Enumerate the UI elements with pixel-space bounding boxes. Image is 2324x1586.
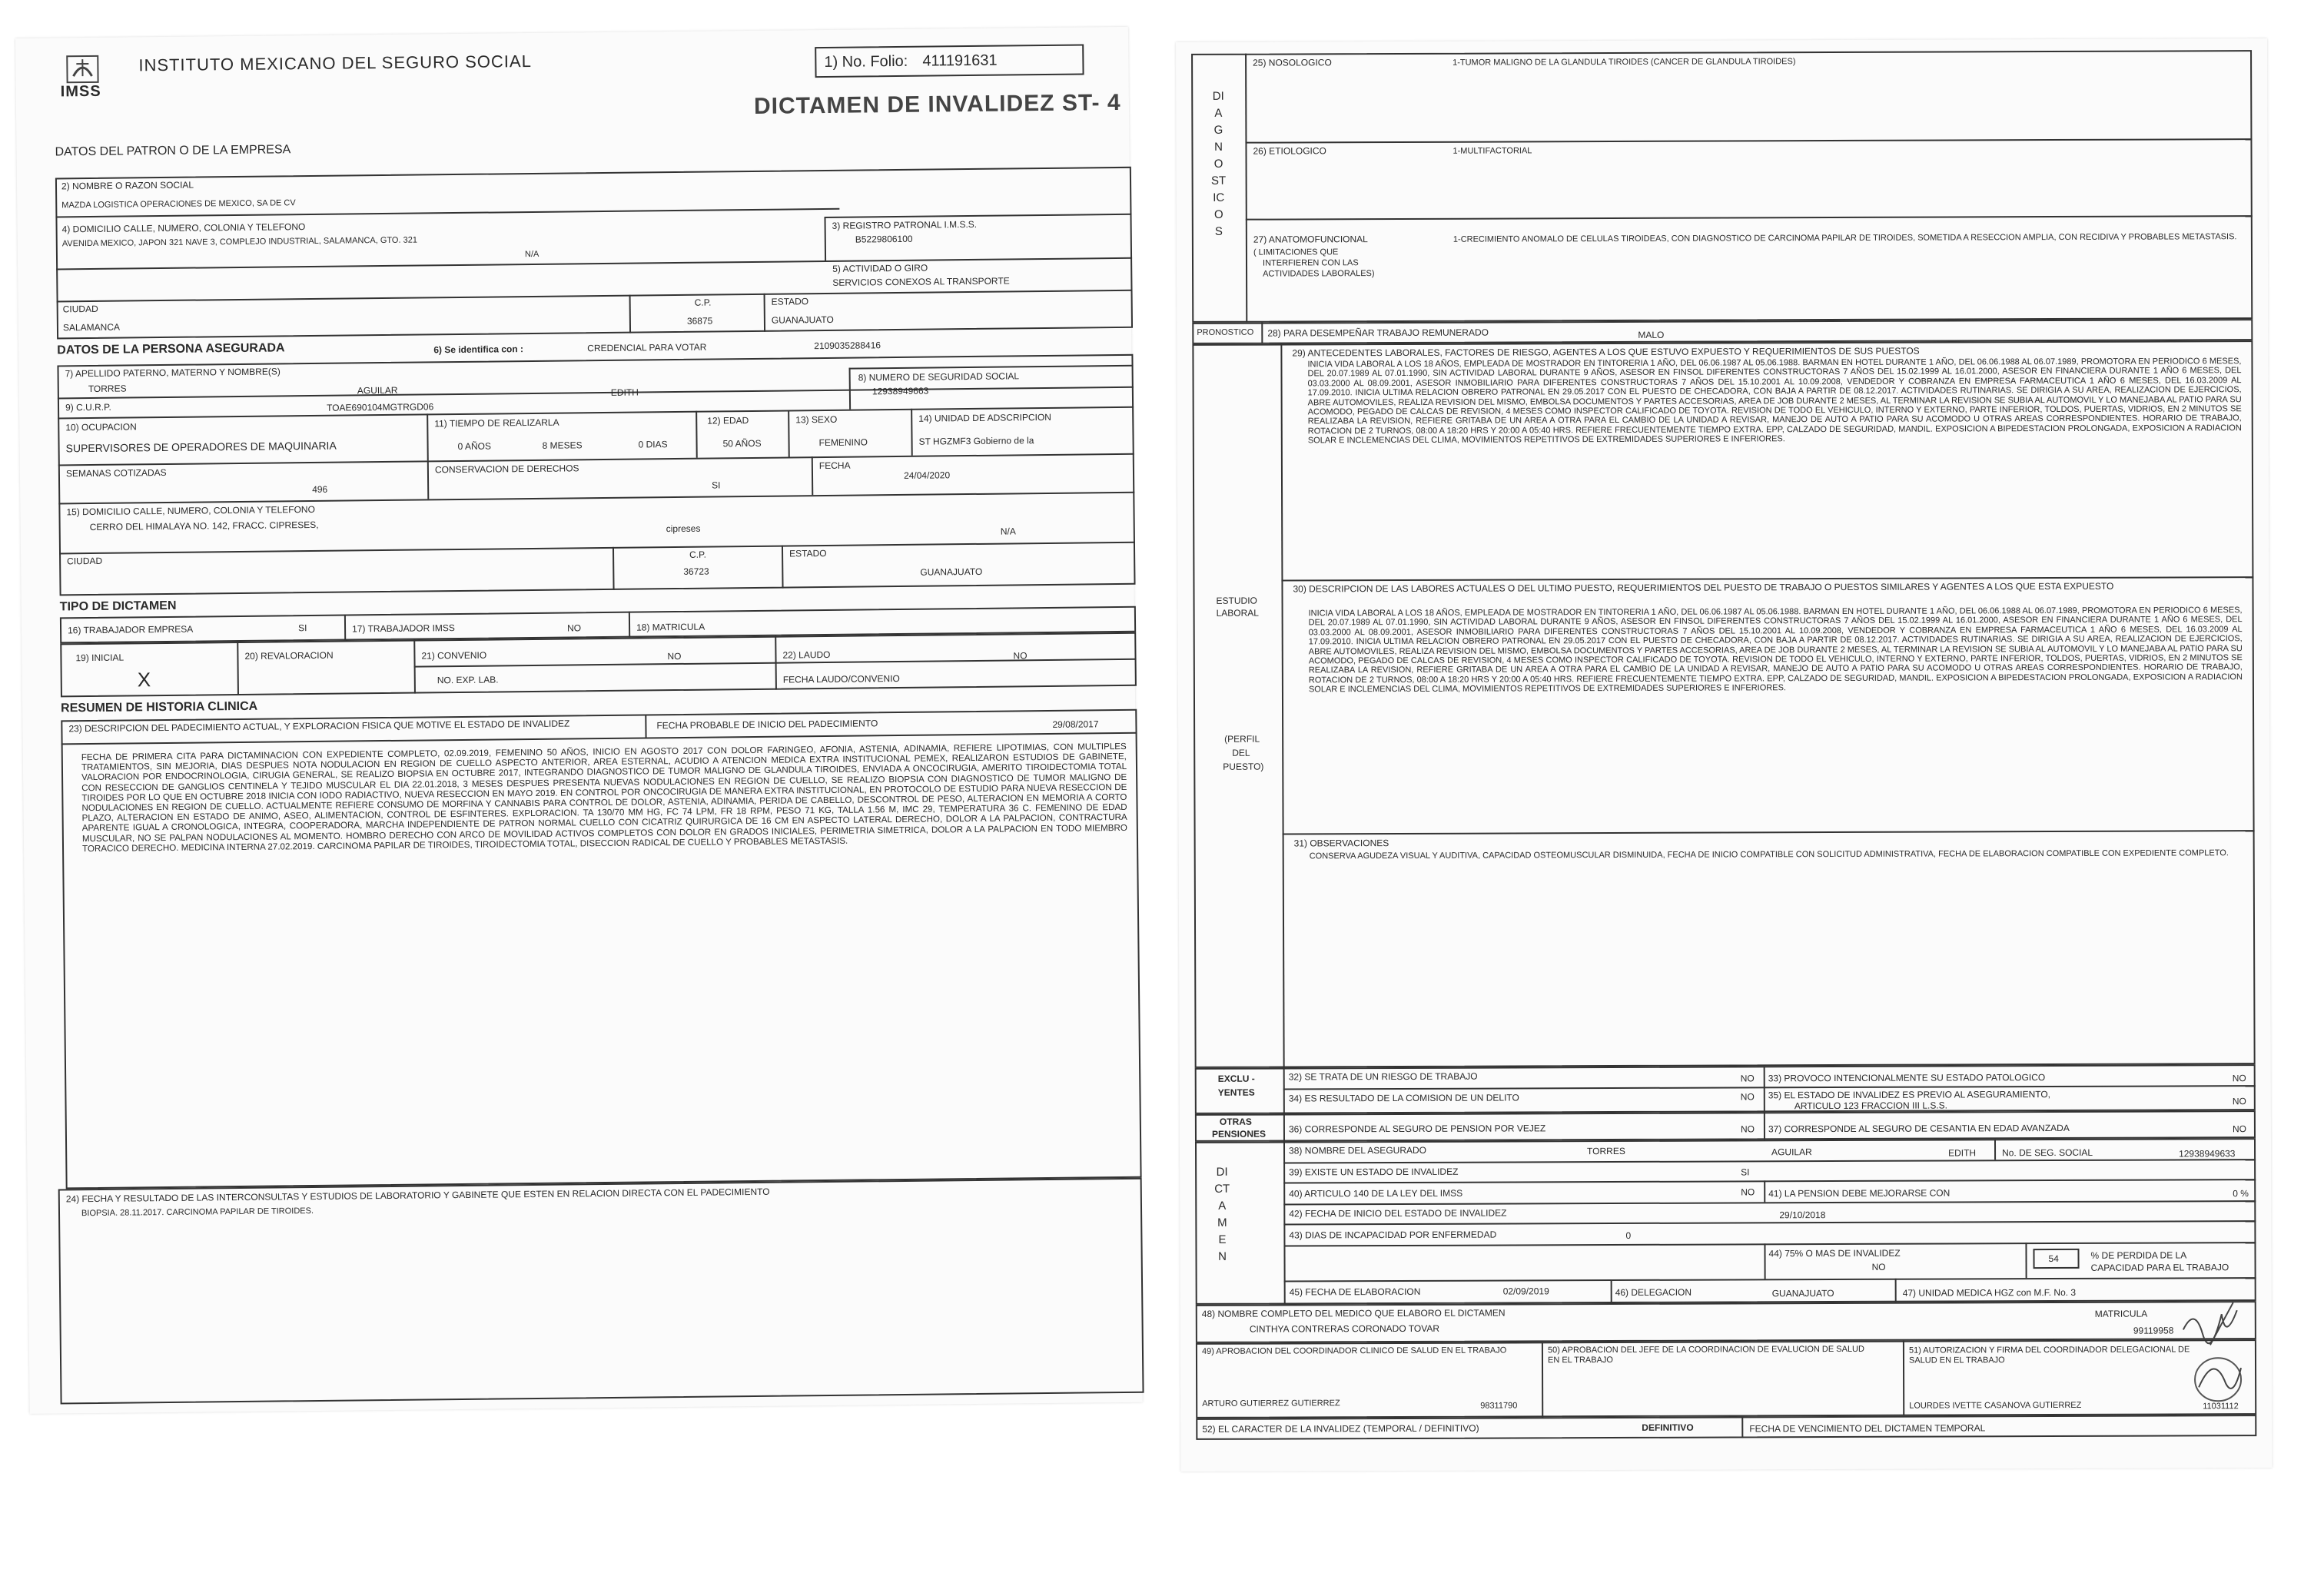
f10-label: 10) OCUPACION (65, 421, 137, 433)
pct-label1: % DE PERDIDA DE LA (2090, 1249, 2187, 1261)
f5-value: SERVICIOS CONEXOS AL TRANSPORTE (832, 275, 1010, 288)
f28-label: 28) PARA DESEMPEÑAR TRABAJO REMUNERADO (1267, 327, 1489, 339)
f44-label: 44) 75% O MAS DE INVALIDEZ (1768, 1247, 1901, 1259)
left-page (15, 27, 1143, 1414)
f7-label: 7) APELLIDO PATERNO, MATERNO Y NOMBRE(S) (65, 366, 281, 380)
fecha-label: FECHA (818, 460, 851, 472)
f50-label: 50) APROBACION DEL JEFE DE LA COORDINACION DE EVALUCION DE SALUD EN EL TRABAJO (1547, 1344, 1864, 1365)
f4-label: 4) DOMICILIO CALLE, NUMERO, COLONIA Y TELEFONO (61, 221, 306, 235)
f14-value: ST HGZMF3 Gobierno de la (918, 435, 1034, 447)
diagnosticos-box (1191, 50, 2253, 323)
f52-value: DEFINITIVO (1642, 1422, 1694, 1433)
f15-colonia: cipreses (666, 523, 701, 535)
f42-label: 42) FECHA DE INICIO DEL ESTADO DE INVALIDEZ (1289, 1207, 1507, 1219)
f20-label: 20) REVALORACION (244, 649, 334, 662)
estudio-side-label3: (PERFIL (1224, 733, 1260, 745)
logo-text: IMSS (60, 82, 101, 101)
dictamen-side-label: DICTAMEN (1214, 1165, 1230, 1263)
f10-value: SUPERVISORES DE OPERADORES DE MAQUINARIA (65, 439, 337, 455)
f36-value: NO (1740, 1123, 1755, 1135)
fecha-value: 24/04/2020 (903, 469, 951, 481)
f49-mat: 98311790 (1480, 1401, 1518, 1411)
f22-value: NO (1013, 650, 1028, 662)
f47-label: 47) UNIDAD MEDICA HGZ con M.F. No. 3 (1902, 1286, 2077, 1299)
folio-value: 411191631 (922, 51, 998, 70)
f14-label: 14) UNIDAD DE ADSCRIPCION (918, 411, 1052, 424)
f29-text: INICIA VIDA LABORAL A LOS 18 AÑOS, EMPLEADA DE MOSTRADOR EN TINTORERIA 1 AÑO, DEL 06.06.1987 AL 05.06.1988. BARMAN EN HOTEL DURANTE 1 AÑO, DEL 06.06.1988 AL 06.07.1989, PROMOTORA EN PERIODICO 6 MESES, DEL 20.07.1989 AL 07.01.1990, SIN ACTIVIDAD LABORAL DURANTE 9 AÑOS, ASESOR EN FINSOL DIFERENTES CONSTRUCTORAS 7 AÑOS DEL 15.02.1999 AL 16.01.2000, ASESOR EN FINANCIERA DURANTE 1 AÑO 6 MESES, DEL 03.03.2000 AL 08.09.2001, ASESOR INMOBILIARIO PARA DIFERENTES CONSTRUCTORAS 7 AÑOS DEL 15.10.2001 AL 10.09.2008, VENDEDOR Y COBRANZA EN EMPRESA FARMACEUTICA 1 AÑO 6 MESES, DEL 16.03.2009 AL 17.09.2010. INICIA ULTIMA RELACION OBRERO PATRONAL EN 29.05.2017 CON EL PUESTO DE CHECADORA, CON BAJA A PARTIR DE 08.12.2017. ACTIVIDADES RUTINARIAS. SE DIRIGIA A SU AREA, REALIZACION DE EJERCICIOS, ABRE AUTOMOVILES, REALIZA REVISION DEL MISMO, EMBOLSA DOCUMENTOS Y PARTES ACCESORIAS, AREA DE JOB DURANTE 2 MESES, AL TERMINAR LA REVISION SE SUBIA AL AUTOMOVIL Y LO MANEJABA AL PATIO PARA SU ACOMODO, PEGADO DE CALCAS DE REVISION, 4 MESES COMO INSPECTOR CALIFICADO DE TOYOTA. REVISION DE TODO EL VEHICULO, INTERNO Y EXTERNO, PARTE INFERIOR, TOLDOS, PUERTAS, VIDRIOS, EN 2 MINUTOS SE REALIZABA LA REVISION, REFIERE GRITABA DE UN AREA A OTRA PARA EL CAMBIO DE LA UNIDAD A REVISAR, MANEJO DE AUTO A PATIO PARA SU ACOMODO U OTRAS AREAS CORRESPONDIENTES. HORARIO DE TRABAJO, ROTACION DE 2 TURNOS, 08:00 A 18:20 HRS Y 20:00 A 05:40 HRS. REFIERE FRECUENTEMENTE TIEMPO EXTRA. EPP, CALZADO DE SEGURIDAD, MANDIL. EXPOSICION A BIPEDESTACION PROLONGADA, EXPOSICION A RADIACION SOLAR E INCLEMENCIAS DEL CLIMA, MOVIMIENTOS REPETITIVOS DE EXTREMIDADES SUPERIORES E INFERIORES. (1307, 357, 2242, 446)
dictamen-nombre: EDITH (1948, 1147, 1977, 1159)
f38-label: 38) NOMBRE DEL ASEGURADO (1289, 1144, 1426, 1156)
f40-label: 40) ARTICULO 140 DE LA LEY DEL IMSS (1289, 1187, 1463, 1199)
f27-sub1: ( LIMITACIONES QUE (1253, 247, 1339, 257)
asegurado-estado-value: GUANAJUATO (920, 566, 983, 578)
f3-value: B5229806100 (855, 233, 913, 245)
paterno-value: TORRES (88, 383, 127, 395)
materno-value: AGUILAR (357, 384, 398, 396)
f33-value: NO (2232, 1073, 2246, 1084)
f9-label: 9) C.U.R.P. (65, 401, 111, 413)
section-historia: RESUMEN DE HISTORIA CLINICA (61, 699, 258, 715)
excluyentes-side-label2: YENTES (1217, 1087, 1255, 1098)
f19-label: 19) INICIAL (75, 652, 124, 664)
f22-label: 22) LAUDO (782, 649, 831, 661)
f12-value: 50 AÑOS (722, 437, 762, 450)
excluyentes-side-label1: EXCLU - (1217, 1073, 1255, 1084)
dictamen-paterno: TORRES (1587, 1145, 1625, 1157)
f35-label: 35) EL ESTADO DE INVALIDEZ ES PREVIO AL ASEGURAMIENTO, (1768, 1089, 2051, 1101)
nss-label: No. DE SEG. SOCIAL (2002, 1146, 2093, 1159)
f25-value: 1-TUMOR MALIGNO DE LA GLANDULA TIROIDES (CANCER DE GLANDULA TIROIDES) (1452, 57, 1796, 68)
semanas-label: SEMANAS COTIZADAS (65, 466, 167, 479)
f46-label: 46) DELEGACION (1615, 1286, 1692, 1299)
patron-ciudad-value: SALAMANCA (62, 321, 121, 333)
f36-label: 36) CORRESPONDE AL SEGURO DE PENSION POR VEJEZ (1288, 1123, 1546, 1135)
f34-label: 34) ES RESULTADO DE LA COMISION DE UN DELITO (1288, 1092, 1519, 1104)
f45-label: 45) FECHA DE ELABORACION (1289, 1286, 1421, 1298)
f15-value: CERRO DEL HIMALAYA NO. 142, FRACC. CIPRESES, (89, 519, 319, 533)
f43-value: 0 (1625, 1229, 1632, 1241)
f52-label: 52) EL CARACTER DE LA INVALIDEZ (TEMPORAL / DEFINITIVO) (1202, 1422, 1479, 1435)
f51-mat: 11031112 (2203, 1402, 2239, 1412)
f45-value: 02/09/2019 (1502, 1286, 1549, 1297)
f21-value: NO (667, 650, 682, 662)
conserv-value: SI (712, 479, 721, 491)
f27-sub2: INTERFIEREN CON LAS (1262, 258, 1359, 268)
dictamen-materno: AGUILAR (1771, 1146, 1812, 1158)
exp-label: NO. EXP. LAB. (437, 674, 499, 686)
asegurado-cp-label: C.P. (689, 549, 706, 560)
f37-value: NO (2232, 1123, 2246, 1135)
f51-label: 51) AUTORIZACION Y FIRMA DEL COORDINADOR DELEGACIONAL DE SALUD EN EL TRABAJO (1908, 1345, 2190, 1365)
f49-label: 49) APROBACION DEL COORDINADOR CLINICO DE SALUD EN EL TRABAJO (1201, 1345, 1507, 1356)
asegurado-cp-value: 36723 (683, 566, 709, 577)
f30-text: INICIA VIDA LABORAL A LOS 18 AÑOS, EMPLEADA DE MOSTRADOR EN TINTORERIA 1 AÑO, DEL 06.06.1987 AL 05.06.1988. BARMAN EN HOTEL DURANTE 1 AÑO, DEL 06.06.1988 AL 06.07.1989, PROMOTORA EN PERIODICO 6 MESES, DEL 20.07.1989 AL 07.01.1990, SIN ACTIVIDAD LABORAL DURANTE 9 AÑOS, ASESOR EN FINSOL DIFERENTES CONSTRUCTORAS 7 AÑOS DEL 15.02.1999 AL 16.01.2000, ASESOR EN FINANCIERA DURANTE 1 AÑO 6 MESES, DEL 03.03.2000 AL 08.09.2001, ASESOR INMOBILIARIO PARA DIFERENTES CONSTRUCTORAS 7 AÑOS DEL 15.10.2001 AL 10.09.2008, VENDEDOR Y COBRANZA EN EMPRESA FARMACEUTICA 1 AÑO 6 MESES, DEL 16.03.2009 AL 17.09.2010. INICIA ULTIMA RELACION OBRERO PATRONAL EN 29.05.2017 CON EL PUESTO DE CHECADORA, CON BAJA A PARTIR DE 08.12.2017. ACTIVIDADES RUTINARIAS. SE DIRIGIA A SU AREA, REALIZACION DE EJERCICIOS, ABRE AUTOMOVILES, REALIZA REVISION DEL MISMO, EMBOLSA DOCUMENTOS Y PARTES ACCESORIAS, AREA DE JOB DURANTE 2 MESES, AL TERMINAR LA REVISION SE SUBIA AL AUTOMOVIL Y LO MANEJABA AL PATIO PARA SU ACOMODO, PEGADO DE CALCAS DE REVISION, 4 MESES COMO INSPECTOR CALIFICADO DE TOYOTA. REVISION DE TODO EL VEHICULO, INTERNO Y EXTERNO, PARTE INFERIOR, TOLDOS, PUERTAS, VIDRIOS, EN 2 MINUTOS SE REALIZABA LA REVISION, REFIERE GRITABA DE UN AREA A OTRA PARA EL CAMBIO DE LA UNIDAD A REVISAR, MANEJO DE AUTO A PATIO PARA SU ACOMODO U OTRAS AREAS CORRESPONDIENTES. HORARIO DE TRABAJO, ROTACION DE 2 TURNOS, 08:00 A 18:20 HRS Y 20:00 A 05:40 HRS. REFIERE FRECUENTEMENTE TIEMPO EXTRA. EPP, CALZADO DE SEGURIDAD, MANDIL. EXPOSICION A BIPEDESTACION PROLONGADA, EXPOSICION A RADIACION SOLAR E INCLEMENCIAS DEL CLIMA, MOVIMIENTOS REPETITIVOS DE EXTREMIDADES SUPERIORES E INFERIORES. (1308, 606, 2243, 695)
fecha-laudo-label: FECHA LAUDO/CONVENIO (782, 672, 900, 685)
f9-value: TOAE690104MGTRGD06 (326, 401, 434, 413)
f35-label2: ARTICULO 123 FRACCION III L.S.S. (1794, 1100, 1948, 1112)
f21-label: 21) CONVENIO (421, 649, 487, 662)
section-tipo: TIPO DE DICTAMEN (59, 599, 177, 614)
f35-value: NO (2232, 1096, 2246, 1107)
institute-name: INSTITUTO MEXICANO DEL SEGURO SOCIAL (138, 51, 533, 75)
f6-number: 2109035288416 (814, 340, 881, 352)
f27-label: 27) ANATOMOFUNCIONAL (1253, 234, 1368, 245)
f8-value: 12938949663 (872, 385, 929, 397)
f27-sub3: ACTIVIDADES LABORALES) (1263, 269, 1375, 279)
f2-value: MAZDA LOGISTICA OPERACIONES DE MEXICO, SA DE CV (61, 198, 296, 211)
f13-value: FEMENINO (818, 436, 868, 449)
f23-text: FECHA DE PRIMERA CITA PARA DICTAMINACION CON EXPEDIENTE COMPLETO, 02.09.2019, FEMENINO 50 AÑOS, INICIO EN AGOSTO 2017 CON DOLOR FARINGEO, AFONIA, ASTENIA, ADINAMIA, REFIERE LIPOTIMIAS, CON MULTIPLES TRATAMIENTOS, SIN MEJORIA, DIAS DESPUES NOTA NODULACION EN REGION DE CUELLO ASPECTO ANTERIOR, AREA ESTERNAL, ACUDIO A ATENCION MEDICA EXTRA INSTITUCIONAL PEMEX, REALIZARON ESTUDIOS DE GABINETE, VALORACION POR ENDOCRINOLOGIA, CIRUGIA GENERAL, SE REALIZO BIOPSIA EN OCTUBRE 2017, INTEGRANDO DIAGNOSTICO DE TUMOR MALIGNO DE GLANDULA TIROIDES, ENVIADA A ONCOCIRUGIA, AMERITO TIROIDECTOMIA TOTAL CON RESECCION DE GANGLIOS CENTINELA Y TEJIDO MUSCULAR EL DIA 22.01.2018, 3 MESES DESPUES PRESENTA NUEVAS NODULACIONES EN REGION DE CUELLO, SE REALIZO BIOPSIA CON DIAGNOSTICO DE TUMOR MALIGNO DE TIROIDES POR LO QUE EN OCTUBRE 2018 INICIA CON IODO RADIACTIVO, NUEVA RESECCION EN MAYO 2019. EN CONTROL POR ONCOCIRUGIA DE MANERA EXTRA INSTITUCIONAL, EN PROTOCOLO DE ESTUDIO PARA NUEVA RESECCION DE NODULACIONES EN REGION DE CUELLO. ACTUALMENTE REFIERE CONSUMO DE MORFINA Y CANNABIS PARA CONTROL DE DOLOR, ASTENIA, ADINAMIA, PERIDA DE CABELLO, DESCONTROL DE PESO, ALTERACION EN MEMORIA A CORTO PLAZO, ALTERACION EN ESTADO DE ANIMO, ASEO, ALIMENTACION, CONTROL DE ESFINTERES. EXPLORACION. TA 130/70 MM HG, FC 74 LPM, FR 18 RPM, PESO 71 KG, TALLA 1.56 M, IMC 29, TEMPERATURA 36 C. FEMENINO DE EDAD APARENTE IGUAL A CRONOLOGICA, INTEGRA, COOPERADORA, MARCHA INDEPENDIENTE DE PATRON NORMAL CUELLO CON CICATRIZ QUIRURGICA DE 16 CM EN ASPECTO LATERAL DERECHO, DOLOR A LA PALPACION, CONTRACTURA MUSCULAR, NO SE PALPAN NODULACIONES AL MOMENTO. HOMBRO DERECHO CON ARCO DE MOVILIDAD ACTIVOS COMPLETOS CON DOLOR EN GRADOS INICIALES, PERIMETRIA SIMETRICA, DOLOR A LA PALPACION EN TODO MIEMBRO TORACICO DERECHO. MEDICINA INTERNA 27.02.2019. CARCINOMA PAPILAR DE TIROIDES, TIROIDECTOMIA TOTAL, DISECCION RADICAL DE CUELLO Y PROBABLES METASTASIS. (81, 741, 1127, 854)
f19-value: X (137, 668, 151, 692)
section-asegurado: DATOS DE LA PERSONA ASEGURADA (57, 341, 285, 357)
patron-box (55, 167, 1133, 340)
section-patron: DATOS DEL PATRON O DE LA EMPRESA (55, 143, 291, 159)
f26-value: 1-MULTIFACTORIAL (1452, 146, 1532, 156)
f17-label: 17) TRABAJADOR IMSS (351, 622, 455, 635)
f48-label: 48) NOMBRE COMPLETO DEL MEDICO QUE ELABORO EL DICTAMEN (1201, 1307, 1506, 1319)
estudio-side-label1: ESTUDIO (1216, 595, 1257, 606)
f12-label: 12) EDAD (707, 415, 749, 426)
f6-value: CREDENCIAL PARA VOTAR (587, 341, 707, 354)
f11-anos: 0 AÑOS (457, 440, 492, 453)
f11-meses: 8 MESES (542, 440, 583, 451)
matricula-value: 99119958 (2133, 1325, 2174, 1336)
f32-label: 32) SE TRATA DE UN RIESGO DE TRABAJO (1288, 1070, 1478, 1083)
vencimiento-label: FECHA DE VENCIMIENTO DEL DICTAMEN TEMPORAL (1749, 1422, 1986, 1435)
f40-value: NO (1741, 1186, 1755, 1198)
document-title: DICTAMEN DE INVALIDEZ ST- 4 (753, 89, 1121, 119)
f26-label: 26) ETIOLOGICO (1253, 145, 1326, 157)
f29-label: 29) ANTECEDENTES LABORALES, FACTORES DE RIESGO, AGENTES A LOS QUE ESTUVO EXPUESTO Y REQUERIMIENTOS DE SUS PUESTOS (1292, 345, 1920, 359)
f43-label: 43) DIAS DE INCAPACIDAD POR ENFERMEDAD (1289, 1229, 1497, 1241)
otras-side-label1: OTRAS (1219, 1116, 1252, 1127)
f16-label: 16) TRABAJADOR EMPRESA (67, 623, 194, 636)
f39-value: SI (1741, 1166, 1750, 1178)
f13-label: 13) SEXO (795, 413, 838, 426)
f3-label: 3) REGISTRO PATRONAL I.M.S.S. (832, 218, 978, 231)
patron-ciudad-label: CIUDAD (62, 303, 98, 315)
f28-value: MALO (1638, 329, 1665, 340)
f48-value: CINTHYA CONTRERAS CORONADO TOVAR (1249, 1322, 1440, 1335)
f49-name: ARTURO GUTIERREZ GUTIERREZ (1202, 1399, 1340, 1408)
f30-label: 30) DESCRIPCION DE LAS LABORES ACTUALES O DEL ULTIMO PUESTO, REQUERIMIENTOS DEL PUESTO DE TRABAJO O PUESTOS SIMILARES Y AGENTES A LOS QUE ESTA EXPUESTO (1293, 580, 2114, 595)
f17-value: NO (567, 622, 582, 634)
f31-text: CONSERVA AGUDEZA VISUAL Y AUDITIVA, CAPACIDAD OSTEOMUSCULAR DISMINUIDA, FECHA DE INICIO COMPATIBLE CON SOLICITUD ADMINISTRATIVA, FECHA DE ELABORACION COMPATIBLE CON EXPEDIENTE COMPLETO. (1309, 848, 2229, 861)
f34-value: NO (1740, 1091, 1755, 1103)
f24-text: BIOPSIA. 28.11.2017. CARCINOMA PAPILAR DE TIROIDES. (81, 1206, 314, 1219)
folio-label: 1) No. Folio: (824, 52, 908, 71)
f46-value: GUANAJUATO (1771, 1288, 1834, 1299)
nss-value: 12938949633 (2179, 1148, 2236, 1160)
f25-label: 25) NOSOLOGICO (1253, 57, 1332, 68)
patron-estado-value: GUANAJUATO (771, 314, 834, 326)
nombre-value: EDITH (610, 387, 639, 398)
fecha-prob-value: 29/08/2017 (1052, 718, 1099, 730)
f41-value: 0 % (2233, 1188, 2249, 1199)
right-page (1176, 38, 2272, 1472)
asegurado-box (57, 354, 1135, 596)
patron-cp-value: 36875 (686, 315, 713, 327)
f16-value: SI (297, 622, 307, 634)
f15-tel: N/A (1000, 526, 1016, 537)
estudio-side-label2: LABORAL (1216, 607, 1259, 619)
estudio-side-label5: PUESTO) (1223, 761, 1264, 772)
pronostico-side-label: PRONOSTICO (1197, 327, 1254, 337)
signature-icon-2 (2187, 1345, 2249, 1406)
pct-value: 54 (2048, 1253, 2059, 1265)
asegurado-ciudad-label: CIUDAD (67, 555, 103, 567)
f42-value: 29/10/2018 (1779, 1209, 1826, 1221)
asegurado-estado-label: ESTADO (789, 547, 827, 559)
f51-name: LOURDES IVETTE CASANOVA GUTIERREZ (1909, 1400, 2082, 1411)
patron-cp-label: C.P. (694, 297, 712, 308)
estudio-box (1192, 340, 2255, 1068)
matricula-label: MATRICULA (2094, 1308, 2148, 1319)
semanas-value: 496 (312, 483, 328, 495)
f11-dias: 0 DIAS (638, 439, 668, 450)
patron-estado-label: ESTADO (771, 296, 809, 307)
f4-value-phone: N/A (524, 249, 540, 260)
f31-label: 31) OBSERVACIONES (1293, 838, 1389, 849)
f23-label: 23) DESCRIPCION DEL PADECIMIENTO ACTUAL, Y EXPLORACION FISICA QUE MOTIVE EL ESTADO DE INVALIDEZ (68, 718, 570, 735)
f41-label: 41) LA PENSION DEBE MEJORARSE CON (1768, 1187, 1950, 1199)
pct-label2: CAPACIDAD PARA EL TRABAJO (2090, 1262, 2229, 1273)
f37-label: 37) CORRESPONDE AL SEGURO DE CESANTIA EN EDAD AVANZADA (1768, 1122, 2070, 1135)
f2-label: 2) NOMBRE O RAZON SOCIAL (61, 179, 194, 192)
f8-label: 8) NUMERO DE SEGURIDAD SOCIAL (858, 370, 1020, 383)
f27-value: 1-CRECIMIENTO ANOMALO DE CELULAS TIROIDEAS, CON DIAGNOSTICO DE CARCINOMA PAPILAR DE TIROIDES, SOMETIDA A RESECCION AMPLIA, CON RECIDIVA Y PROBABLES METASTASIS. (1452, 232, 2237, 244)
f15-label: 15) DOMICILIO CALLE, NUMERO, COLONIA Y TELEFONO (66, 503, 315, 518)
f4-value: AVENIDA MEXICO, JAPON 321 NAVE 3, COMPLEJO INDUSTRIAL, SALAMANCA, GTO. 321 (61, 235, 417, 249)
f44-value: NO (1871, 1261, 1886, 1272)
f24-label: 24) FECHA Y RESULTADO DE LAS INTERCONSULTAS Y ESTUDIOS DE LABORATORIO Y GABINETE QUE ESTEN EN RELACION DIRECTA CON EL PADECIMIENTO (65, 1186, 770, 1205)
fecha-prob-label: FECHA PROBABLE DE INICIO DEL PADECIMIENTO (656, 718, 878, 732)
diagnosticos-side-label: DIAGNOSTICOS (1211, 89, 1227, 238)
f6-label: 6) Se identifica con : (433, 343, 524, 356)
f11-label: 11) TIEMPO DE REALIZARLA (434, 416, 559, 430)
f5-label: 5) ACTIVIDAD O GIRO (832, 262, 928, 274)
f32-value: NO (1740, 1073, 1755, 1084)
estudio-side-label4: DEL (1232, 747, 1250, 758)
f39-label: 39) EXISTE UN ESTADO DE INVALIDEZ (1289, 1166, 1459, 1178)
otras-side-label2: PENSIONES (1211, 1128, 1267, 1140)
f33-label: 33) PROVOCO INTENCIONALMENTE SU ESTADO PATOLOGICO (1768, 1072, 2046, 1084)
conserv-label: CONSERVACION DE DERECHOS (434, 463, 579, 476)
f18-label: 18) MATRICULA (636, 621, 706, 633)
